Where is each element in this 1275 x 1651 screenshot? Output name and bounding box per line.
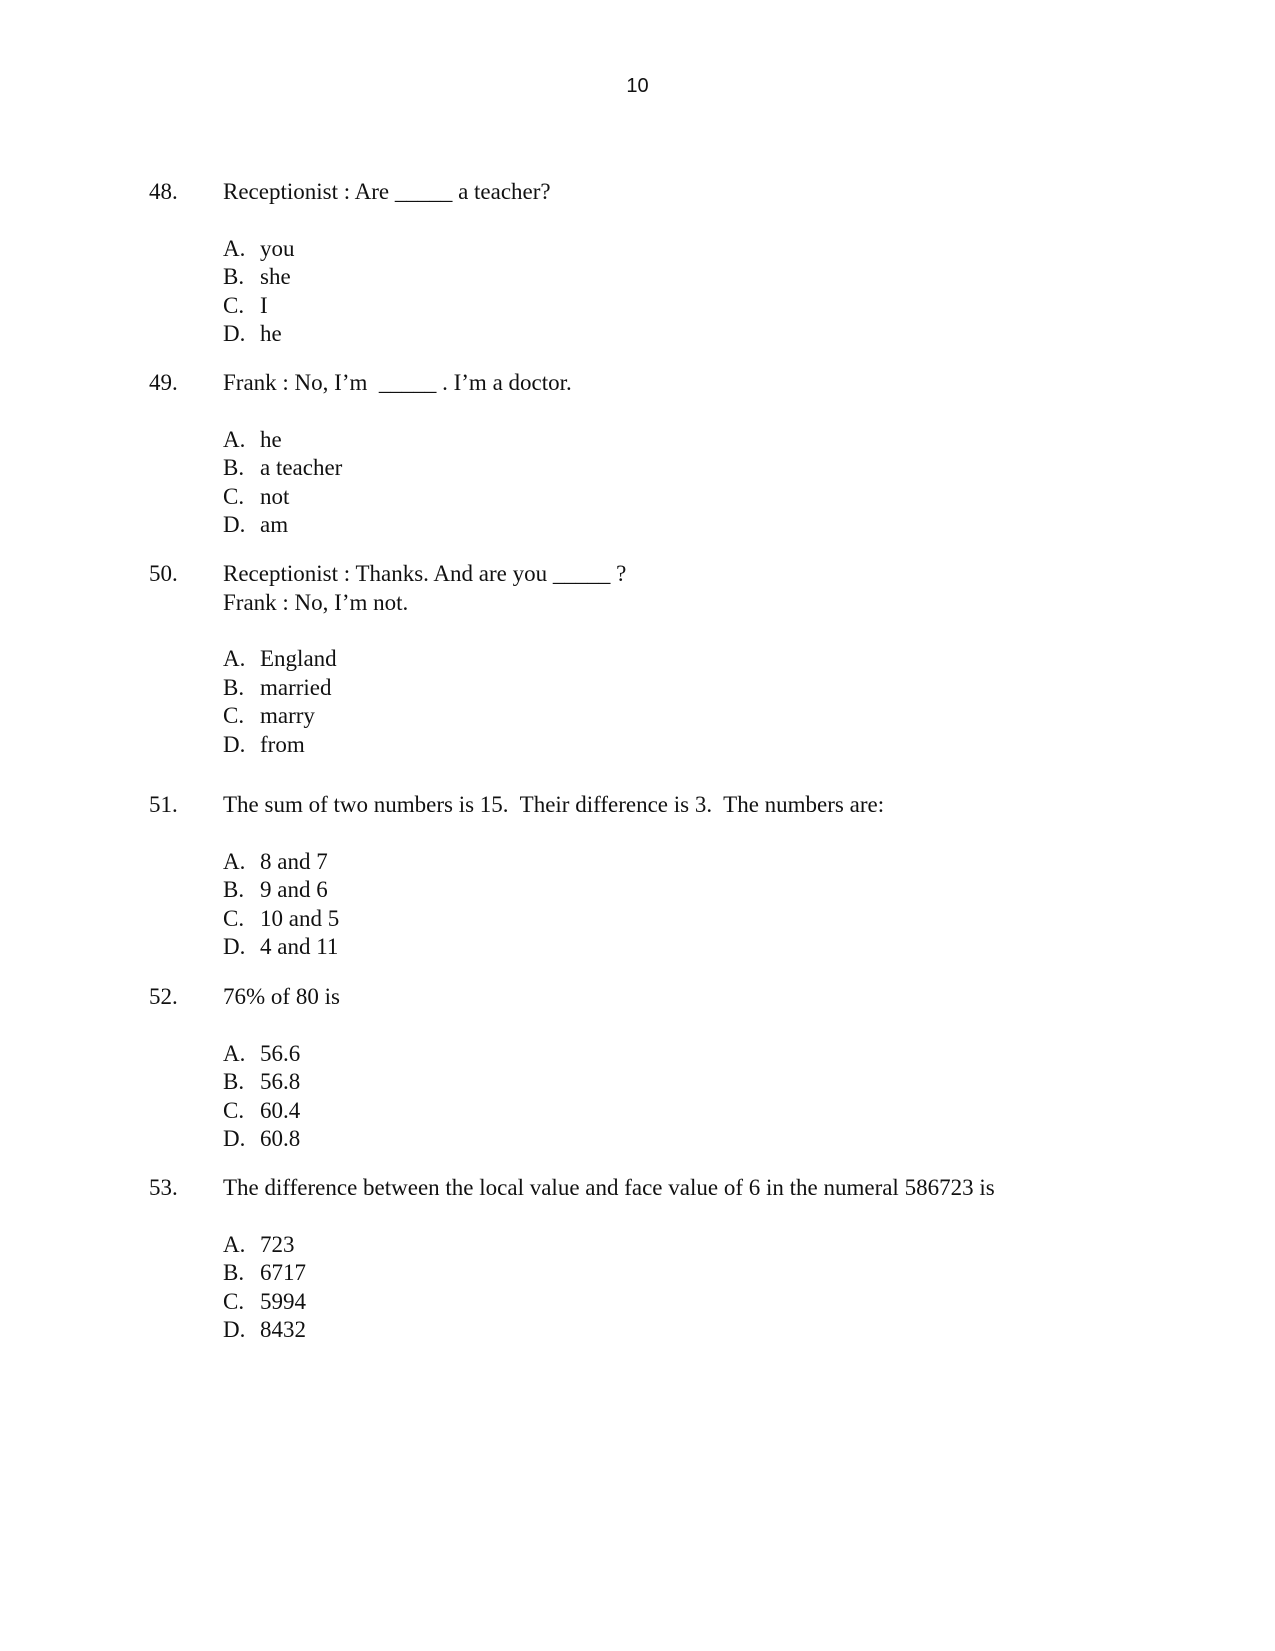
- option-d: [223, 1125, 1189, 1154]
- option-d: [223, 933, 1189, 962]
- option-letter: B.: [223, 674, 245, 700]
- question-text: [223, 369, 1189, 398]
- option-text: 8432: [260, 1317, 306, 1343]
- question-number: 50.: [149, 561, 178, 586]
- question-51: [149, 791, 1189, 962]
- question-stem: [149, 983, 1189, 1012]
- question-line: 76% of 80 is: [223, 984, 340, 1009]
- option-text: not: [260, 483, 290, 509]
- option-text: 6717: [260, 1260, 306, 1286]
- question-number: 52.: [149, 984, 178, 1009]
- question-line: The difference between the local value and face value of 6 in the numeral 586723 is: [223, 1175, 995, 1200]
- option-text: England: [260, 646, 337, 672]
- question-53: [149, 1174, 1189, 1345]
- option-letter: A.: [223, 235, 246, 261]
- option-letter: C.: [223, 703, 245, 729]
- option-letter: C.: [223, 483, 245, 509]
- option-letter: D.: [223, 1126, 246, 1152]
- option-letter: A.: [223, 1040, 246, 1066]
- option-text: 56.8: [260, 1069, 301, 1095]
- option-list: [223, 426, 1189, 540]
- option-text: she: [260, 264, 291, 290]
- page-number: 10: [626, 75, 649, 97]
- question-text: [223, 178, 1189, 207]
- option-text: 60.8: [260, 1126, 301, 1152]
- option-letter: B.: [223, 1260, 245, 1286]
- question-line: Receptionist : Thanks. And are you _____ ?: [223, 561, 627, 586]
- option-text: am: [260, 512, 289, 538]
- question-50: [149, 560, 1189, 760]
- question-text: [223, 560, 1189, 617]
- option-list: [223, 848, 1189, 962]
- question-stem: [149, 369, 1189, 398]
- option-b: [223, 1259, 1189, 1288]
- option-letter: C.: [223, 1097, 245, 1123]
- question-number: 53.: [149, 1175, 178, 1200]
- question-48: [149, 178, 1189, 349]
- option-b: [223, 674, 1189, 703]
- option-letter: C.: [223, 1288, 245, 1314]
- option-letter: B.: [223, 877, 245, 903]
- option-list: [223, 235, 1189, 349]
- option-letter: D.: [223, 731, 246, 757]
- question-line: The sum of two numbers is 15. Their difference is 3. The numbers are:: [223, 792, 885, 817]
- question-stem: [149, 791, 1189, 820]
- option-b: [223, 876, 1189, 905]
- question-line: Receptionist : Are _____ a teacher?: [223, 179, 551, 204]
- question-number: 49.: [149, 370, 178, 395]
- option-a: [223, 426, 1189, 455]
- option-b: [223, 263, 1189, 292]
- option-letter: A.: [223, 848, 246, 874]
- option-c: [223, 702, 1189, 731]
- question-49: [149, 369, 1189, 540]
- option-text: 5994: [260, 1288, 306, 1314]
- option-a: [223, 1231, 1189, 1260]
- question-line: Frank : No, I’m _____ . I’m a doctor.: [223, 370, 572, 395]
- option-letter: B.: [223, 1069, 245, 1095]
- option-text: from: [260, 731, 305, 757]
- option-a: [223, 848, 1189, 877]
- option-letter: A.: [223, 1231, 246, 1257]
- option-letter: D.: [223, 934, 246, 960]
- option-text: 723: [260, 1231, 295, 1257]
- option-text: you: [260, 235, 295, 261]
- option-b: [223, 454, 1189, 483]
- option-c: [223, 292, 1189, 321]
- option-letter: D.: [223, 321, 246, 347]
- option-text: 8 and 7: [260, 848, 328, 874]
- option-letter: B.: [223, 455, 245, 481]
- option-a: [223, 1040, 1189, 1069]
- question-stem: [149, 178, 1189, 207]
- option-text: marry: [260, 703, 315, 729]
- option-c: [223, 483, 1189, 512]
- option-a: [223, 235, 1189, 264]
- question-line: Frank : No, I’m not.: [223, 589, 409, 615]
- option-text: 10 and 5: [260, 905, 340, 931]
- question-text: [223, 1174, 1189, 1203]
- option-letter: C.: [223, 292, 245, 318]
- option-text: he: [260, 426, 282, 452]
- option-letter: B.: [223, 264, 245, 290]
- option-c: [223, 905, 1189, 934]
- question-52: [149, 983, 1189, 1154]
- option-list: [223, 1231, 1189, 1345]
- question-text: [223, 791, 1189, 820]
- option-d: [223, 511, 1189, 540]
- question-number: 48.: [149, 179, 178, 204]
- option-d: [223, 320, 1189, 349]
- option-letter: D.: [223, 1317, 246, 1343]
- question-stem: [149, 560, 1189, 617]
- option-letter: A.: [223, 646, 246, 672]
- option-text: 9 and 6: [260, 877, 328, 903]
- question-text: [223, 983, 1189, 1012]
- option-letter: A.: [223, 426, 246, 452]
- option-a: [223, 645, 1189, 674]
- option-d: [223, 731, 1189, 760]
- option-letter: D.: [223, 512, 246, 538]
- option-list: [223, 645, 1189, 759]
- option-c: [223, 1097, 1189, 1126]
- question-stem: [149, 1174, 1189, 1203]
- option-d: [223, 1316, 1189, 1345]
- option-text: 56.6: [260, 1040, 301, 1066]
- option-letter: C.: [223, 905, 245, 931]
- option-text: 4 and 11: [260, 934, 339, 960]
- question-number: 51.: [149, 792, 178, 817]
- option-c: [223, 1288, 1189, 1317]
- option-text: I: [260, 292, 268, 318]
- option-b: [223, 1068, 1189, 1097]
- option-list: [223, 1040, 1189, 1154]
- option-text: married: [260, 674, 332, 700]
- option-text: he: [260, 321, 282, 347]
- option-text: 60.4: [260, 1097, 301, 1123]
- option-text: a teacher: [260, 455, 343, 481]
